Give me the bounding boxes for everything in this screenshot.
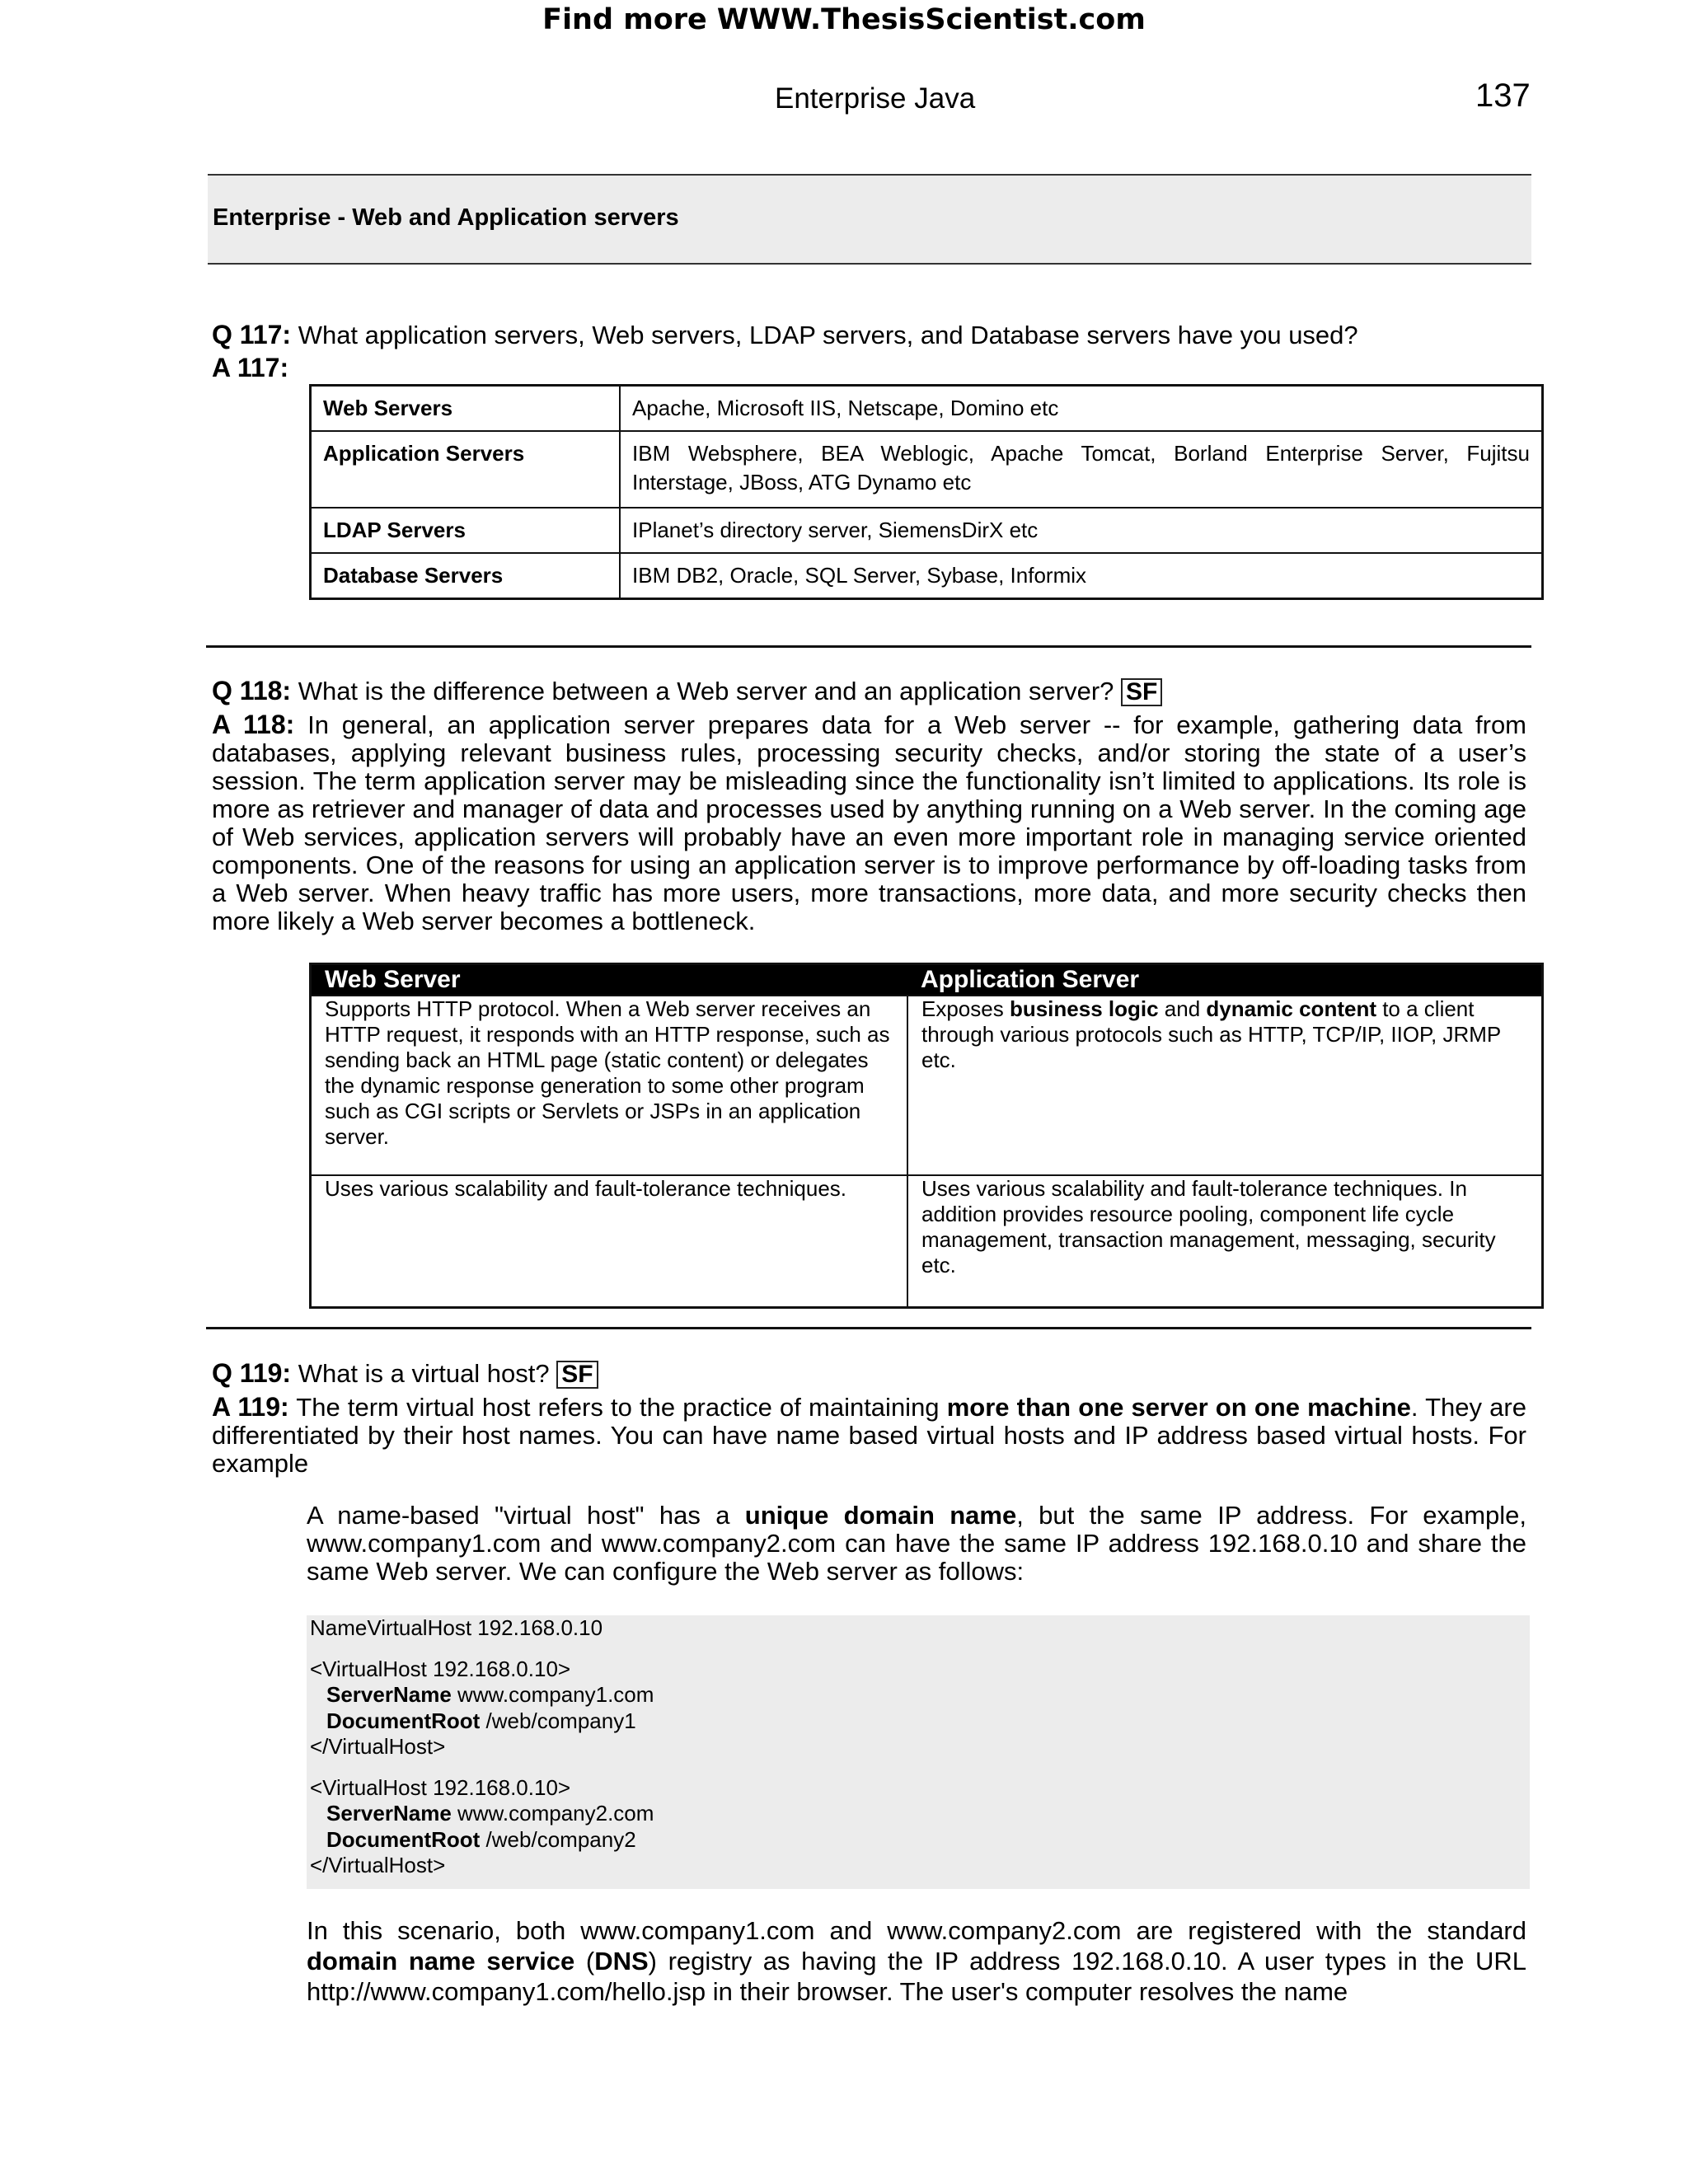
answer-label: A 119: (212, 1392, 289, 1422)
question-label: Q 119: (212, 1358, 292, 1388)
table-cell: Supports HTTP protocol. When a Web server receives an HTTP request, it responds with an HTTP response, such as sending back an HTML page (static content) or delegates the dynamic response generation to some other program such as CGI scripts or Servlets or JSPs in an application server. (311, 996, 908, 1175)
watermark: Find more WWW.ThesisScientist.com (542, 3, 1146, 36)
answer-label: A 117: (212, 353, 289, 382)
answer-119-para-3: In this scenario, both www.company1.com and www.company2.com are registered with the standard domain name service (DNS) registry as having the IP address 192.168.0.10. A user types in the URL http://www.company1.com/hello.jsp in their browser. The user's computer resolves the name (307, 1916, 1526, 2006)
table-row (311, 996, 1543, 1175)
code-line: </VirtualHost> (310, 1734, 446, 1759)
question-117 (212, 320, 1358, 350)
servers-table (309, 384, 1544, 600)
code-line: DocumentRoot /web/company1 (326, 1708, 636, 1733)
section-divider (206, 1327, 1531, 1329)
section-heading-band (208, 174, 1531, 265)
table-cell: Uses various scalability and fault-tolerance techniques. (311, 1175, 908, 1308)
table-header-row (311, 964, 1543, 996)
table-cell-key: Application Servers (311, 431, 621, 508)
answer-117-label (212, 353, 288, 383)
table-cell-key: LDAP Servers (311, 508, 621, 553)
web-vs-app-server-table (309, 963, 1544, 1309)
sf-tag: SF (556, 1361, 598, 1389)
table-cell-key: Web Servers (311, 386, 621, 432)
table-row (311, 386, 1543, 432)
answer-label: A 118: (212, 710, 295, 739)
question-118 (212, 676, 1162, 706)
question-label: Q 118: (212, 676, 292, 705)
code-line: ServerName www.company1.com (326, 1682, 654, 1707)
code-line: DocumentRoot /web/company2 (326, 1826, 636, 1852)
table-cell: Uses various scalability and fault-tolerance techniques. In addition provides resource pooling, component life cycle management, transaction management, messaging, security etc. (907, 1175, 1543, 1308)
question-119 (212, 1358, 598, 1389)
table-cell-value: IBM Websphere, BEA Weblogic, Apache Tomcat, Borland Enterprise Server, Fujitsu Interstage, JBoss, ATG Dynamo etc (620, 431, 1543, 508)
table-cell-value: IPlanet’s directory server, SiemensDirX etc (620, 508, 1543, 553)
table-cell-key: Database Servers (311, 553, 621, 599)
answer-119-para-2: A name-based "virtual host" has a unique domain name, but the same IP address. For example, www.company1.com and www.company2.com can have the same IP address 192.168.0.10 and share the same Web server. We can configure the Web server as follows: (307, 1501, 1527, 1586)
running-header-title: Enterprise Java (775, 82, 976, 115)
code-block (307, 1615, 1530, 1889)
table-row (311, 508, 1543, 553)
question-text: What application servers, Web servers, LDAP servers, and Database servers have you used? (298, 321, 1358, 349)
table-header-application-server: Application Server (907, 964, 1543, 996)
question-text: What is the difference between a Web server and an application server? (298, 677, 1114, 705)
table-header-web-server: Web Server (311, 964, 908, 996)
table-row (311, 553, 1543, 599)
code-line: <VirtualHost 192.168.0.10> (310, 1656, 571, 1681)
table-cell-value: Apache, Microsoft IIS, Netscape, Domino etc (620, 386, 1543, 432)
code-line: </VirtualHost> (310, 1853, 446, 1877)
section-title: Enterprise - Web and Application servers (213, 204, 679, 231)
sf-tag: SF (1121, 678, 1162, 706)
code-line: ServerName www.company2.com (326, 1801, 654, 1825)
section-divider (206, 645, 1531, 648)
answer-119-para-1: A 119: The term virtual host refers to the practice of maintaining more than one server on one machine. They are differentiated by their host names. You can have name based virtual hosts and IP address based virtual hosts. For example (212, 1392, 1526, 1478)
page-number: 137 (1475, 77, 1531, 114)
table-cell-value: IBM DB2, Oracle, SQL Server, Sybase, Informix (620, 553, 1543, 599)
table-row (311, 431, 1543, 508)
code-line: <VirtualHost 192.168.0.10> (310, 1774, 571, 1800)
answer-text: In general, an application server prepares data for a Web server -- for example, gathering data from databases, applying relevant business rules, processing security checks, and/or storing the state of a user’s session. The term application server may be misleading since the functionality isn’t limited to applications. Its role is more as retriever and manager of data and processes used by anything running on a Web server. In the coming age of Web services, application servers will probably have an even more important role in managing service oriented components. One of the reasons for using an application server is to improve performance by off-loading tasks from a Web server. When heavy traffic has more users, more transactions, more data, and more security checks then more likely a Web server becomes a bottleneck. (212, 710, 1527, 935)
question-text: What is a virtual host? (298, 1359, 550, 1388)
question-label: Q 117: (212, 320, 292, 349)
table-cell: Exposes business logic and dynamic content to a client through various protocols such as HTTP, TCP/IP, IIOP, JRMP etc. (907, 996, 1543, 1175)
table-row (311, 1175, 1543, 1308)
code-line: NameVirtualHost 192.168.0.10 (310, 1615, 603, 1640)
answer-118 (212, 710, 1526, 935)
